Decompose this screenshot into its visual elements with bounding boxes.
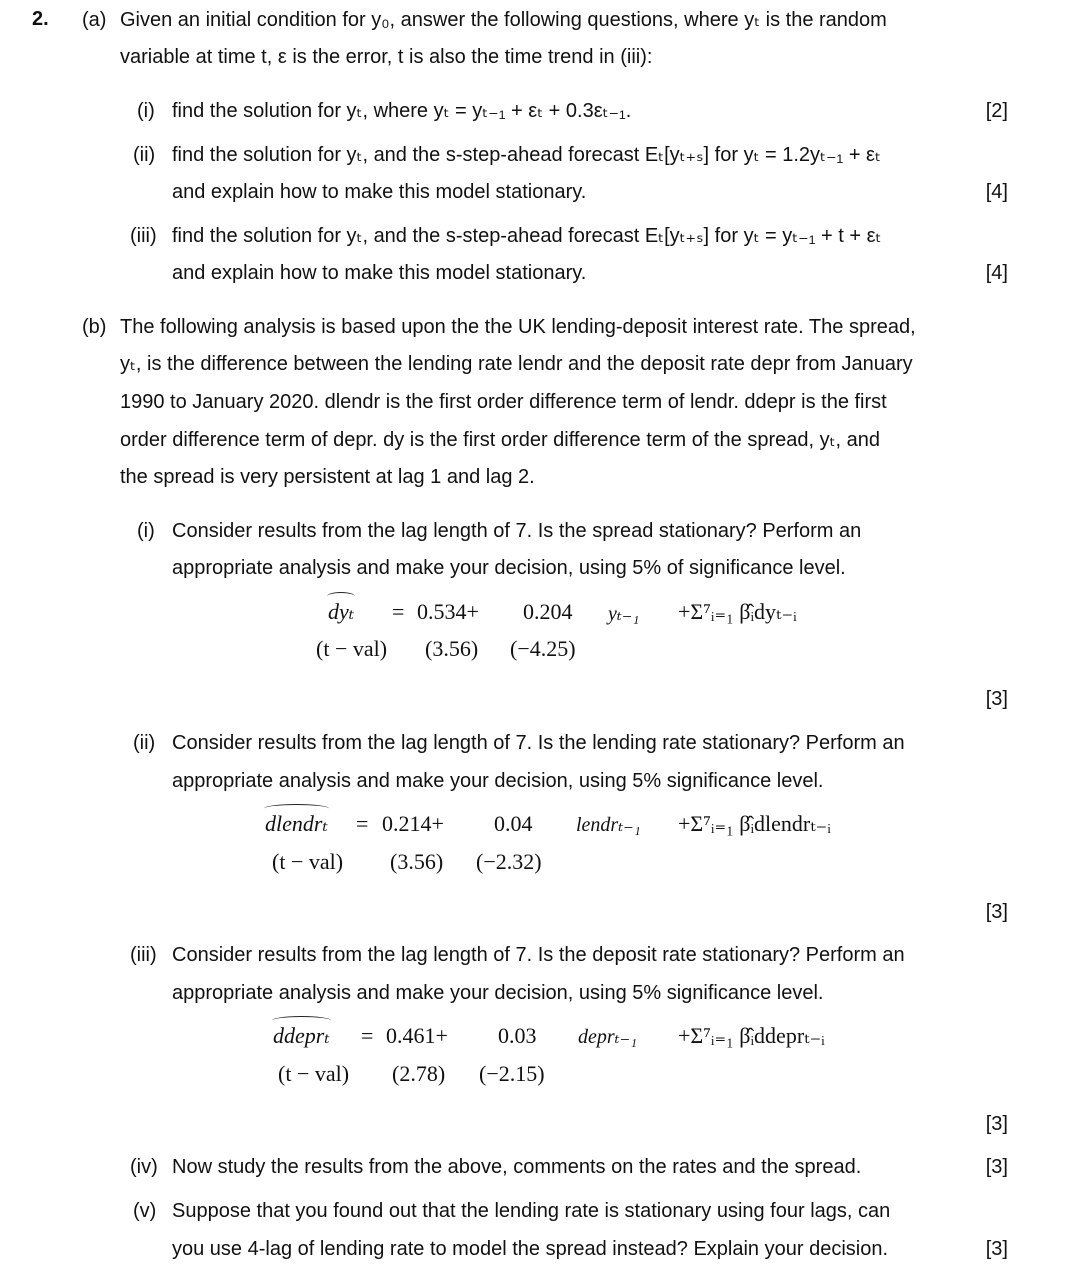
eq-iii-t1: (2.78) xyxy=(392,1061,446,1086)
part-b-item-iv-marks: [3] xyxy=(985,1156,1008,1178)
part-b-item-iv-label: (iv) xyxy=(130,1156,158,1178)
part-b-item-i-marks: [3] xyxy=(985,688,1008,710)
part-b-item-iii-marks: [3] xyxy=(985,1113,1008,1135)
part-b-item-iv-text: Now study the results from the above, comments on the rates and the spread. xyxy=(172,1156,862,1178)
part-b-intro-line4: order difference term of depr. dy is the first order difference term of the spread, yₜ, and xyxy=(120,429,880,451)
part-a-item-ii-label: (ii) xyxy=(133,144,156,166)
eq-i-var: yₜ₋₁ xyxy=(608,603,640,625)
part-a-item-ii-line1: find the solution for yₜ, and the s-step-ahead forecast Eₜ[yₜ₊ₛ] for yₜ = 1.2yₜ₋₁ + εₜ xyxy=(172,144,881,166)
eq-ii-lhs: dlendrₜ xyxy=(265,811,328,836)
eq-ii-eqsign: = xyxy=(356,811,369,836)
part-b-item-ii-line1: Consider results from the lag length of 7. Is the lending rate stationary? Perform an xyxy=(172,732,905,754)
eq-ii-coef: 0.04 xyxy=(494,811,533,836)
eq-i-tlabel: (t − val) xyxy=(316,636,388,661)
eq-iii-lhs: ddeprₜ xyxy=(273,1023,330,1048)
eq-i-lhs: dyₜ xyxy=(328,599,355,624)
part-b-item-ii-marks: [3] xyxy=(985,901,1008,923)
part-b-item-v-line2: you use 4-lag of lending rate to model the spread instead? Explain your decision. xyxy=(172,1238,889,1260)
eq-i-t2: (−4.25) xyxy=(510,636,576,661)
eq-ii-t2: (−2.32) xyxy=(476,849,542,874)
part-a-item-iii-line2: and explain how to make this model stationary. xyxy=(172,262,587,284)
part-a-item-ii-line2: and explain how to make this model stationary. xyxy=(172,181,587,203)
part-b-label: (b) xyxy=(82,316,107,338)
part-b-item-i-line2: appropriate analysis and make your decision, using 5% of significance level. xyxy=(172,557,846,579)
part-a-item-i-label: (i) xyxy=(137,100,155,122)
part-a-item-iii-line1: find the solution for yₜ, and the s-step-ahead forecast Eₜ[yₜ₊ₛ] for yₜ = yₜ₋₁ + t + εₜ xyxy=(172,225,882,247)
part-b-intro-line3: 1990 to January 2020. dlendr is the first order difference term of lendr. ddepr is the first xyxy=(120,391,887,413)
eq-iii-eqsign: = xyxy=(361,1023,374,1048)
eq-i-coef: 0.204 xyxy=(523,599,573,624)
eq-i-const: 0.534+ xyxy=(417,599,479,624)
eq-iii-sum: +Σ⁷ᵢ₌₁ β̂ᵢddeprₜ₋ᵢ xyxy=(678,1023,825,1048)
eq-i-sum: +Σ⁷ᵢ₌₁ β̂ᵢdyₜ₋ᵢ xyxy=(678,599,797,624)
part-a-item-i-marks: [2] xyxy=(985,100,1008,122)
eq-ii-const: 0.214+ xyxy=(382,811,444,836)
eq-ii-var: lendrₜ₋₁ xyxy=(576,814,641,836)
eq-iii-const: 0.461+ xyxy=(386,1023,448,1048)
eq-ii-tlabel: (t − val) xyxy=(272,849,344,874)
part-b-item-v-marks: [3] xyxy=(985,1238,1008,1260)
part-a-item-i-text: find the solution for yₜ, where yₜ = yₜ₋₁ + εₜ + 0.3εₜ₋₁. xyxy=(172,100,632,122)
part-b-item-iii-line2: appropriate analysis and make your decision, using 5% significance level. xyxy=(172,982,824,1004)
part-b-intro-line2: yₜ, is the difference between the lending rate lendr and the deposit rate depr from January xyxy=(120,353,913,375)
eq-i-t1: (3.56) xyxy=(425,636,479,661)
part-a-intro-line2: variable at time t, ε is the error, t is also the time trend in (iii): xyxy=(120,46,653,68)
part-b-item-iii-label: (iii) xyxy=(130,944,157,966)
eq-iii-tlabel: (t − val) xyxy=(278,1061,350,1086)
part-a-label: (a) xyxy=(82,9,107,31)
part-a-intro-line1: Given an initial condition for y₀, answer the following questions, where yₜ is the random xyxy=(120,9,887,31)
part-b-intro-line1: The following analysis is based upon the the UK lending-deposit interest rate. The spread, xyxy=(120,316,916,338)
part-b-item-v-label: (v) xyxy=(133,1200,157,1222)
part-b-item-ii-line2: appropriate analysis and make your decision, using 5% significance level. xyxy=(172,770,824,792)
eq-ii-t1: (3.56) xyxy=(390,849,444,874)
eq-iii-var: deprₜ₋₁ xyxy=(578,1026,638,1048)
eq-ii-sum: +Σ⁷ᵢ₌₁ β̂ᵢdlendrₜ₋ᵢ xyxy=(678,811,831,836)
part-a-item-ii-marks: [4] xyxy=(985,181,1008,203)
eq-i-eqsign: = xyxy=(392,599,405,624)
part-b-intro-line5: the spread is very persistent at lag 1 and lag 2. xyxy=(120,466,535,488)
part-b-item-iii-line1: Consider results from the lag length of 7. Is the deposit rate stationary? Perform an xyxy=(172,944,905,966)
part-a-item-iii-label: (iii) xyxy=(130,225,157,247)
part-a-item-iii-marks: [4] xyxy=(985,262,1008,284)
part-b-item-v-line1: Suppose that you found out that the lending rate is stationary using four lags, can xyxy=(172,1200,891,1222)
question-number: 2. xyxy=(32,8,49,30)
eq-iii-t2: (−2.15) xyxy=(479,1061,545,1086)
part-b-item-i-label: (i) xyxy=(137,520,155,542)
part-b-item-ii-label: (ii) xyxy=(133,732,156,754)
eq-iii-coef: 0.03 xyxy=(498,1023,537,1048)
part-b-item-i-line1: Consider results from the lag length of 7. Is the spread stationary? Perform an xyxy=(172,520,862,542)
